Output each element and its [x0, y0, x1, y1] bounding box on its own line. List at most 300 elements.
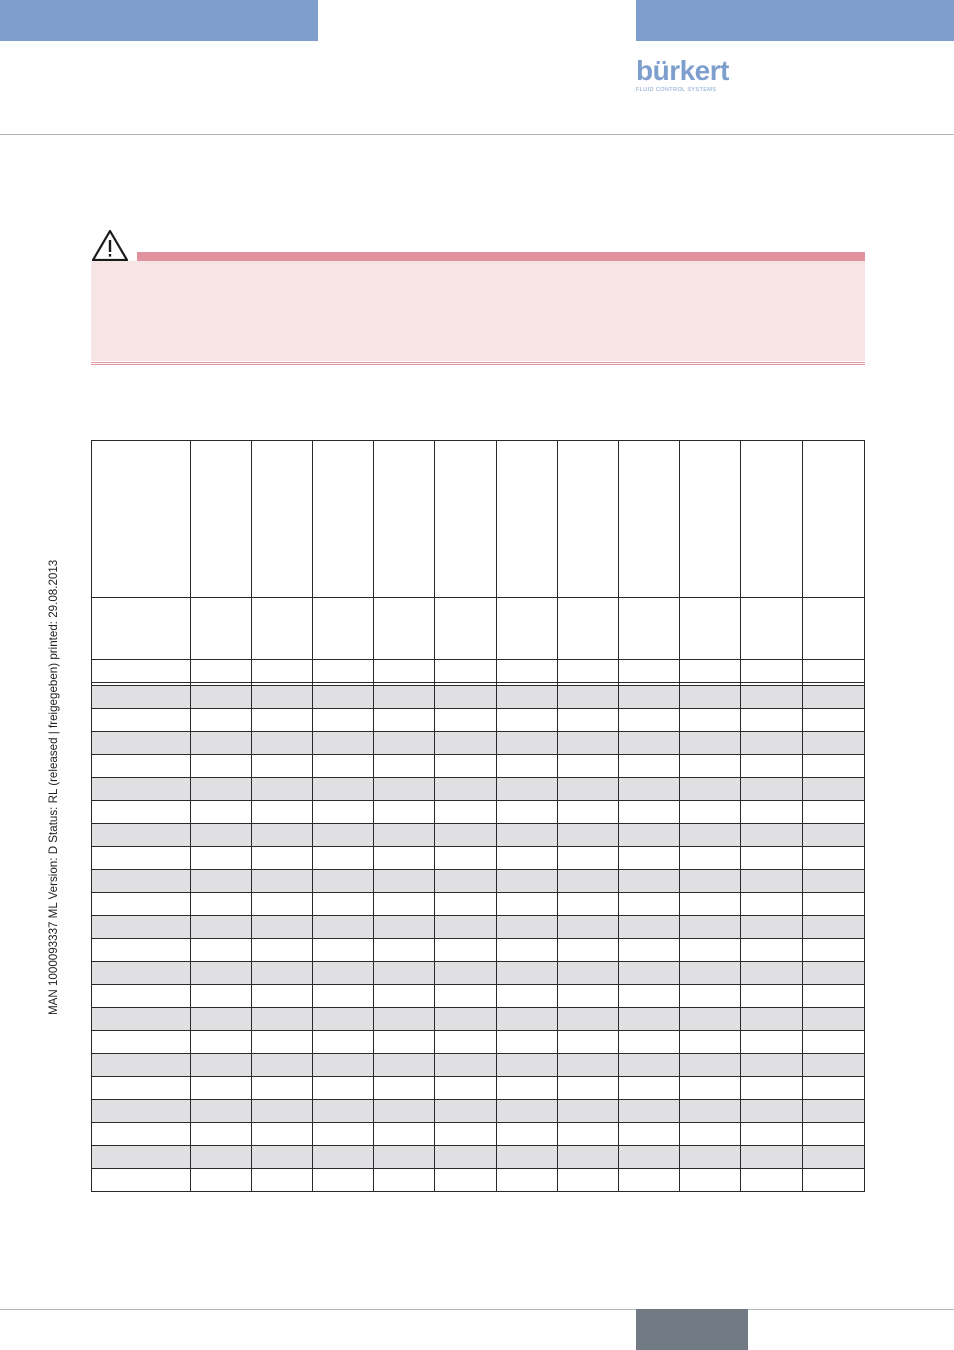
table-cell	[252, 916, 313, 939]
table-cell	[741, 1100, 803, 1123]
page-number-tab	[636, 1309, 748, 1350]
table-cell	[435, 962, 497, 985]
table-cell	[497, 870, 558, 893]
table-cell	[191, 824, 252, 847]
table-row	[92, 824, 865, 847]
table-cell	[374, 801, 435, 824]
table-cell	[252, 755, 313, 778]
table-cell	[680, 962, 741, 985]
table-cell	[741, 778, 803, 801]
table-cell	[803, 1031, 865, 1054]
table-cell	[619, 1008, 680, 1031]
table-cell	[803, 801, 865, 824]
table-cell	[619, 916, 680, 939]
table-cell	[252, 1008, 313, 1031]
table-cell	[92, 1123, 191, 1146]
table-cell	[741, 598, 803, 660]
table-cell	[435, 939, 497, 962]
table-cell	[435, 1077, 497, 1100]
table-cell	[619, 755, 680, 778]
table-cell	[741, 985, 803, 1008]
table-cell	[741, 709, 803, 732]
table-cell	[252, 686, 313, 709]
table-cell	[803, 755, 865, 778]
table-cell	[558, 660, 619, 683]
table-cell	[497, 755, 558, 778]
table-cell	[92, 801, 191, 824]
table-cell	[558, 1054, 619, 1077]
table-cell	[558, 801, 619, 824]
table-cell	[619, 1031, 680, 1054]
table-cell	[803, 1008, 865, 1031]
table-cell	[619, 824, 680, 847]
table-cell	[191, 962, 252, 985]
table-cell	[191, 870, 252, 893]
table-cell	[191, 778, 252, 801]
table-cell	[374, 1169, 435, 1192]
table-cell	[374, 824, 435, 847]
table-cell	[313, 939, 374, 962]
header-bar-left	[0, 0, 318, 41]
table-cell	[497, 732, 558, 755]
table-cell	[191, 916, 252, 939]
table-row	[92, 985, 865, 1008]
table-cell	[92, 1008, 191, 1031]
table-cell	[191, 755, 252, 778]
table-cell	[619, 939, 680, 962]
table-cell	[313, 824, 374, 847]
table-cell	[313, 1031, 374, 1054]
table-cell	[435, 847, 497, 870]
table-subheader-row	[92, 598, 865, 660]
table-cell	[803, 1123, 865, 1146]
table-cell	[741, 939, 803, 962]
table-row	[92, 732, 865, 755]
table-cell	[497, 939, 558, 962]
table-cell	[558, 1008, 619, 1031]
header-bar-right	[636, 0, 954, 41]
table-cell	[619, 870, 680, 893]
table-cell	[435, 1054, 497, 1077]
table-cell	[497, 598, 558, 660]
table-cell	[803, 1054, 865, 1077]
table-cell	[803, 870, 865, 893]
table-cell	[497, 1146, 558, 1169]
table-cell	[803, 778, 865, 801]
table-cell	[191, 939, 252, 962]
table-cell	[374, 686, 435, 709]
table-cell	[435, 985, 497, 1008]
compatibility-table	[91, 440, 865, 1192]
table-cell	[497, 1123, 558, 1146]
table-cell	[435, 1123, 497, 1146]
table-cell	[497, 1100, 558, 1123]
table-cell	[558, 939, 619, 962]
table-row	[92, 1100, 865, 1123]
table-cell	[619, 441, 680, 598]
table-cell	[252, 1054, 313, 1077]
table-cell	[191, 985, 252, 1008]
table-cell	[92, 1054, 191, 1077]
table-cell	[92, 1146, 191, 1169]
table-cell	[374, 1054, 435, 1077]
table-cell	[374, 1123, 435, 1146]
table-cell	[741, 1146, 803, 1169]
table-cell	[92, 1100, 191, 1123]
table-cell	[313, 686, 374, 709]
table-cell	[191, 893, 252, 916]
table-cell	[619, 985, 680, 1008]
table-cell	[680, 1169, 741, 1192]
table-cell	[741, 1123, 803, 1146]
table-cell	[435, 709, 497, 732]
table-row	[92, 916, 865, 939]
table-cell	[558, 755, 619, 778]
table-cell	[619, 732, 680, 755]
table-cell	[92, 939, 191, 962]
table-cell	[497, 1077, 558, 1100]
table-cell	[313, 962, 374, 985]
table-cell	[558, 893, 619, 916]
table-cell	[497, 916, 558, 939]
table-cell	[92, 598, 191, 660]
table-cell	[313, 893, 374, 916]
table-cell	[680, 1008, 741, 1031]
table-cell	[252, 824, 313, 847]
table-cell	[497, 1054, 558, 1077]
table-cell	[680, 732, 741, 755]
table-cell	[741, 870, 803, 893]
table-cell	[803, 686, 865, 709]
table-row	[92, 893, 865, 916]
table-cell	[92, 962, 191, 985]
table-cell	[313, 985, 374, 1008]
table-cell	[92, 824, 191, 847]
table-row	[92, 939, 865, 962]
table-cell	[313, 1100, 374, 1123]
table-cell	[803, 709, 865, 732]
table-cell	[497, 660, 558, 683]
table-cell	[374, 939, 435, 962]
table-cell	[741, 1077, 803, 1100]
table-cell	[803, 1146, 865, 1169]
table-cell	[680, 893, 741, 916]
table-cell	[313, 441, 374, 598]
warning-triangle-icon	[91, 229, 129, 262]
table-cell	[191, 1008, 252, 1031]
table-cell	[313, 1077, 374, 1100]
table-cell	[92, 686, 191, 709]
table-row	[92, 1146, 865, 1169]
table-row	[92, 847, 865, 870]
table-cell	[497, 1031, 558, 1054]
table-cell	[497, 985, 558, 1008]
table-cell	[741, 824, 803, 847]
table-cell	[558, 847, 619, 870]
header-divider	[0, 134, 954, 135]
table-cell	[191, 686, 252, 709]
table-cell	[435, 870, 497, 893]
table-cell	[619, 1123, 680, 1146]
table-cell	[252, 801, 313, 824]
table-cell	[497, 847, 558, 870]
table-cell	[313, 709, 374, 732]
table-cell	[741, 1169, 803, 1192]
table-cell	[803, 1100, 865, 1123]
table-cell	[435, 778, 497, 801]
table-cell	[374, 962, 435, 985]
table-cell	[374, 916, 435, 939]
table-cell	[252, 441, 313, 598]
table-cell	[252, 778, 313, 801]
table-cell	[680, 801, 741, 824]
table-cell	[680, 441, 741, 598]
table-cell	[374, 870, 435, 893]
table-cell	[803, 893, 865, 916]
table-cell	[619, 962, 680, 985]
table-cell	[374, 755, 435, 778]
table-cell	[803, 939, 865, 962]
table-cell	[558, 962, 619, 985]
table-cell	[252, 1077, 313, 1100]
table-cell	[680, 870, 741, 893]
table-cell	[92, 847, 191, 870]
table-cell	[619, 1169, 680, 1192]
table-cell	[803, 441, 865, 598]
table-cell	[497, 962, 558, 985]
table-cell	[252, 709, 313, 732]
table-cell	[803, 824, 865, 847]
table-cell	[435, 686, 497, 709]
table-cell	[92, 732, 191, 755]
table-cell	[313, 847, 374, 870]
table-cell	[558, 778, 619, 801]
table-cell	[374, 1146, 435, 1169]
table-cell	[252, 893, 313, 916]
table-cell	[313, 801, 374, 824]
table-cell	[92, 985, 191, 1008]
table-row	[92, 1169, 865, 1192]
table-cell	[374, 1100, 435, 1123]
table-cell	[558, 441, 619, 598]
table-cell	[191, 1146, 252, 1169]
table-cell	[619, 686, 680, 709]
table-cell	[435, 1146, 497, 1169]
table-cell	[803, 1077, 865, 1100]
table-cell	[252, 985, 313, 1008]
table-cell	[191, 1169, 252, 1192]
table-cell	[558, 1169, 619, 1192]
table-cell	[497, 709, 558, 732]
table-cell	[680, 824, 741, 847]
table-cell	[680, 598, 741, 660]
table-cell	[619, 660, 680, 683]
table-cell	[191, 1077, 252, 1100]
table-cell	[803, 962, 865, 985]
table-cell	[680, 847, 741, 870]
table-cell	[374, 1008, 435, 1031]
table-cell	[313, 1123, 374, 1146]
table-cell	[558, 598, 619, 660]
table-cell	[558, 1123, 619, 1146]
table-cell	[558, 824, 619, 847]
table-cell	[497, 686, 558, 709]
table-row	[92, 962, 865, 985]
table-cell	[191, 847, 252, 870]
table-cell	[252, 1031, 313, 1054]
table-cell	[374, 847, 435, 870]
table-cell	[313, 778, 374, 801]
table-cell	[313, 1054, 374, 1077]
table-cell	[92, 916, 191, 939]
table-cell	[497, 801, 558, 824]
table-cell	[497, 778, 558, 801]
table-row	[92, 778, 865, 801]
table-cell	[741, 893, 803, 916]
burkert-logo	[636, 57, 736, 93]
table-cell	[92, 778, 191, 801]
table-cell	[435, 660, 497, 683]
table-cell	[741, 686, 803, 709]
table-cell	[680, 1146, 741, 1169]
table-cell	[558, 1031, 619, 1054]
table-cell	[497, 1169, 558, 1192]
table-cell	[92, 709, 191, 732]
table-cell	[680, 1031, 741, 1054]
table-cell	[803, 732, 865, 755]
table-row	[92, 870, 865, 893]
table-cell	[741, 1054, 803, 1077]
table-cell	[558, 1146, 619, 1169]
table-cell	[435, 801, 497, 824]
table-cell	[191, 1054, 252, 1077]
table-cell	[803, 598, 865, 660]
table-cell	[313, 598, 374, 660]
table-row	[92, 1031, 865, 1054]
table-cell	[803, 660, 865, 683]
table-cell	[313, 732, 374, 755]
table-cell	[558, 870, 619, 893]
table-cell	[435, 1031, 497, 1054]
table-cell	[680, 686, 741, 709]
table-cell	[252, 870, 313, 893]
table-cell	[191, 660, 252, 683]
table-cell	[435, 916, 497, 939]
warning-underline	[91, 362, 865, 363]
table-cell	[558, 916, 619, 939]
table-cell	[680, 939, 741, 962]
table-cell	[619, 1077, 680, 1100]
table-cell	[741, 1031, 803, 1054]
table-cell	[803, 985, 865, 1008]
table-cell	[497, 441, 558, 598]
table-cell	[191, 598, 252, 660]
table-cell	[374, 778, 435, 801]
table-cell	[741, 660, 803, 683]
table-cell	[619, 1100, 680, 1123]
table-cell	[374, 1031, 435, 1054]
table-cell	[252, 1146, 313, 1169]
table-cell	[558, 1077, 619, 1100]
table-cell	[252, 939, 313, 962]
table-cell	[680, 1077, 741, 1100]
table-cell	[374, 660, 435, 683]
table-cell	[313, 755, 374, 778]
table-cell	[92, 660, 191, 683]
table-cell	[558, 732, 619, 755]
table-row	[92, 1008, 865, 1031]
table-cell	[92, 441, 191, 598]
table-cell	[619, 801, 680, 824]
table-cell	[313, 1146, 374, 1169]
footer-divider	[0, 1309, 954, 1310]
table-cell	[435, 598, 497, 660]
table-cell	[619, 1146, 680, 1169]
table-cell	[619, 598, 680, 660]
table-cell	[191, 801, 252, 824]
table-row	[92, 709, 865, 732]
table-cell	[374, 709, 435, 732]
table-row	[92, 801, 865, 824]
table-cell	[191, 1100, 252, 1123]
table-cell	[252, 1100, 313, 1123]
warning-box	[91, 261, 865, 361]
table-cell	[803, 916, 865, 939]
table-cell	[435, 732, 497, 755]
table-cell	[497, 893, 558, 916]
table-row	[92, 1123, 865, 1146]
table-cell	[619, 709, 680, 732]
table-cell	[191, 441, 252, 598]
table-cell	[374, 598, 435, 660]
table-cell	[435, 1008, 497, 1031]
table-cell	[252, 732, 313, 755]
table-cell	[619, 847, 680, 870]
table-cell	[374, 441, 435, 598]
table-cell	[497, 1008, 558, 1031]
table-cell	[803, 1169, 865, 1192]
table-cell	[374, 1077, 435, 1100]
table-cell	[374, 985, 435, 1008]
table-cell	[92, 755, 191, 778]
table-cell	[435, 441, 497, 598]
table-row	[92, 1054, 865, 1077]
table-cell	[558, 1100, 619, 1123]
table-cell	[252, 1169, 313, 1192]
table-cell	[497, 824, 558, 847]
table-cell	[92, 1031, 191, 1054]
table-cell	[741, 962, 803, 985]
table-cell	[680, 1100, 741, 1123]
table-cell	[680, 1054, 741, 1077]
table-cell	[680, 755, 741, 778]
table-cell	[252, 962, 313, 985]
table-cell	[191, 732, 252, 755]
table-cell	[741, 755, 803, 778]
table-cell	[741, 847, 803, 870]
table-cell	[313, 660, 374, 683]
table-cell	[741, 801, 803, 824]
table-cell	[741, 916, 803, 939]
table-cell	[558, 686, 619, 709]
table-row	[92, 755, 865, 778]
table-cell	[191, 1031, 252, 1054]
warning-underline-second	[91, 364, 865, 365]
table-cell	[680, 709, 741, 732]
table-cell	[92, 1077, 191, 1100]
table-cell	[435, 824, 497, 847]
table-cell	[680, 916, 741, 939]
